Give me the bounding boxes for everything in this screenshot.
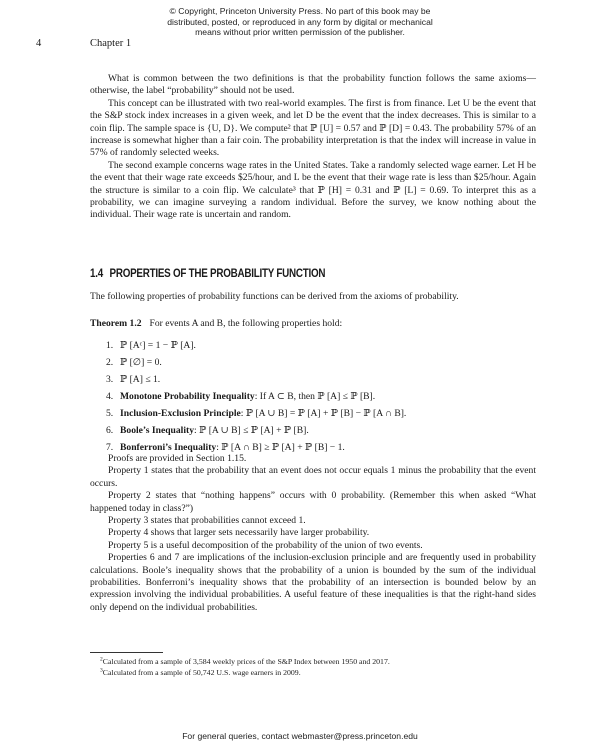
paragraph: Properties 6 and 7 are implications of the inclusion-exclusion principle and are frequently used in probability calculations. Boole’s inequality shows that the probability of a union is bounded by the sum of the individual probabilities. Bonferroni’s inequality shows that the probability of an intersection is bounded below by an expression involving the individual probabilities. A useful feature of these inequalities is that the right-hand sides only depend on the individual probabilities. <box>90 552 536 613</box>
property-list <box>106 337 536 456</box>
section-intro: The following properties of probability functions can be derived from the axioms of probability. <box>90 291 459 302</box>
item-text: ℙ [Aᶜ] = 1 − ℙ [A]. <box>120 340 196 351</box>
item-number: 4. <box>106 391 114 402</box>
section-title: PROPERTIES OF THE PROBABILITY FUNCTION <box>109 266 326 280</box>
paragraph: Proofs are provided in Section 1.15. <box>108 453 247 464</box>
property-item <box>106 388 536 405</box>
item-text: : ℙ [A ∪ B] = ℙ [A] + ℙ [B] − ℙ [A ∩ B]. <box>240 408 407 419</box>
paragraph: This concept can be illustrated with two real-world examples. The first is from finance. Let U be the event that the S&P stock index increases in a given week, and let D be the event that the index decreases. This is similar to a coin flip. The sample space is {U, D}. We compute² that ℙ [U] = 0.57 and ℙ [D] = 0.43. The probability 57% of an increase is somewhat higher than a fair coin. The probability interpretation is that the index will increase in value in 57% of randomly selected weeks. <box>90 97 536 159</box>
item-number: 5. <box>106 408 114 419</box>
footnote <box>90 668 536 679</box>
property-item <box>106 422 536 439</box>
item-term: Inclusion-Exclusion Principle <box>120 408 241 419</box>
footnote-mark: 3 <box>100 666 103 673</box>
item-text: : If A ⊂ B, then ℙ [A] ≤ ℙ [B]. <box>254 391 376 402</box>
item-number: 2. <box>106 357 114 368</box>
paragraph: Property 1 states that the probability that an event does not occur equals 1 minus the probability that the event occurs. <box>90 465 536 489</box>
item-number: 6. <box>106 425 114 436</box>
property-item <box>106 405 536 422</box>
paragraph: Property 2 states that “nothing happens” occurs with 0 probability. (Remember this when asked “What happened today in class?”) <box>90 490 536 514</box>
paragraph: Property 4 shows that larger sets necessarily have larger probability. <box>108 527 370 539</box>
item-number: 3. <box>106 374 114 385</box>
item-term: Bonferroni’s Inequality <box>120 442 217 453</box>
section-number: 1.4 <box>90 266 103 280</box>
footnote-mark: 2 <box>100 656 103 663</box>
section-heading <box>90 266 325 280</box>
paragraph: The second example concerns wage rates in the United States. Take a randomly selected wage earner. Let H be the event that their wage rate exceeds $25/hour, and L be the event that their wage rate is less than $25/hour. Again the structure is similar to a coin flip. We calculate³ that ℙ [H] = 0.31 and ℙ [L] = 0.69. To interpret this as a probability, we can imagine surveying a random individual. Before the survey, we know nothing about the individual. Their wage rate is uncertain and random. <box>90 159 536 221</box>
copyright-line: © Copyright, Princeton University Press. No part of this book may be <box>169 6 431 16</box>
copyright-line: distributed, posted, or reproduced in any form by digital or mechanical <box>167 16 433 27</box>
item-text: : ℙ [A ∩ B] ≥ ℙ [A] + ℙ [B] − 1. <box>216 442 345 453</box>
item-term: Monotone Probability Inequality <box>120 391 255 402</box>
item-text: ℙ [∅] = 0. <box>120 357 162 368</box>
paragraph: Property 3 states that probabilities cannot exceed 1. <box>108 515 306 527</box>
footnote-text: Calculated from a sample of 3,584 weekly prices of the S&P Index between 1950 and 2017. <box>102 657 390 666</box>
running-head: Chapter 1 <box>90 38 132 49</box>
footer-contact: For general queries, contact webmaster@press.princeton.edu <box>182 731 418 741</box>
copyright-notice <box>0 6 600 38</box>
item-text: : ℙ [A ∪ B] ≤ ℙ [A] + ℙ [B]. <box>194 425 309 436</box>
property-item <box>106 371 536 388</box>
item-text: ℙ [A] ≤ 1. <box>120 374 161 385</box>
paragraph: What is common between the two definitions is that the probability function follows the same axioms—otherwise, the label “probability” should not be used. <box>90 73 536 97</box>
item-number: 1. <box>106 340 114 351</box>
footnotes <box>90 657 536 678</box>
footnote <box>90 657 536 668</box>
footnote-text: Calculated from a sample of 50,742 U.S. wage earners in 2009. <box>102 667 301 677</box>
theorem-statement: For events A and B, the following properties hold: <box>149 318 343 329</box>
item-term: Boole’s Inequality <box>120 425 195 436</box>
body-text-bottom <box>90 453 536 614</box>
property-item <box>106 337 536 354</box>
theorem-label: Theorem 1.2 <box>90 318 142 329</box>
page-number: 4 <box>36 38 42 49</box>
item-number: 7. <box>106 442 114 453</box>
footnote-rule <box>90 652 163 653</box>
body-text-top <box>90 73 536 222</box>
theorem-header <box>90 318 536 330</box>
property-item <box>106 354 536 371</box>
copyright-line: means without prior written permission of the publisher. <box>195 27 405 37</box>
paragraph: Property 5 is a useful decomposition of the probability of the union of two events. <box>108 539 423 551</box>
